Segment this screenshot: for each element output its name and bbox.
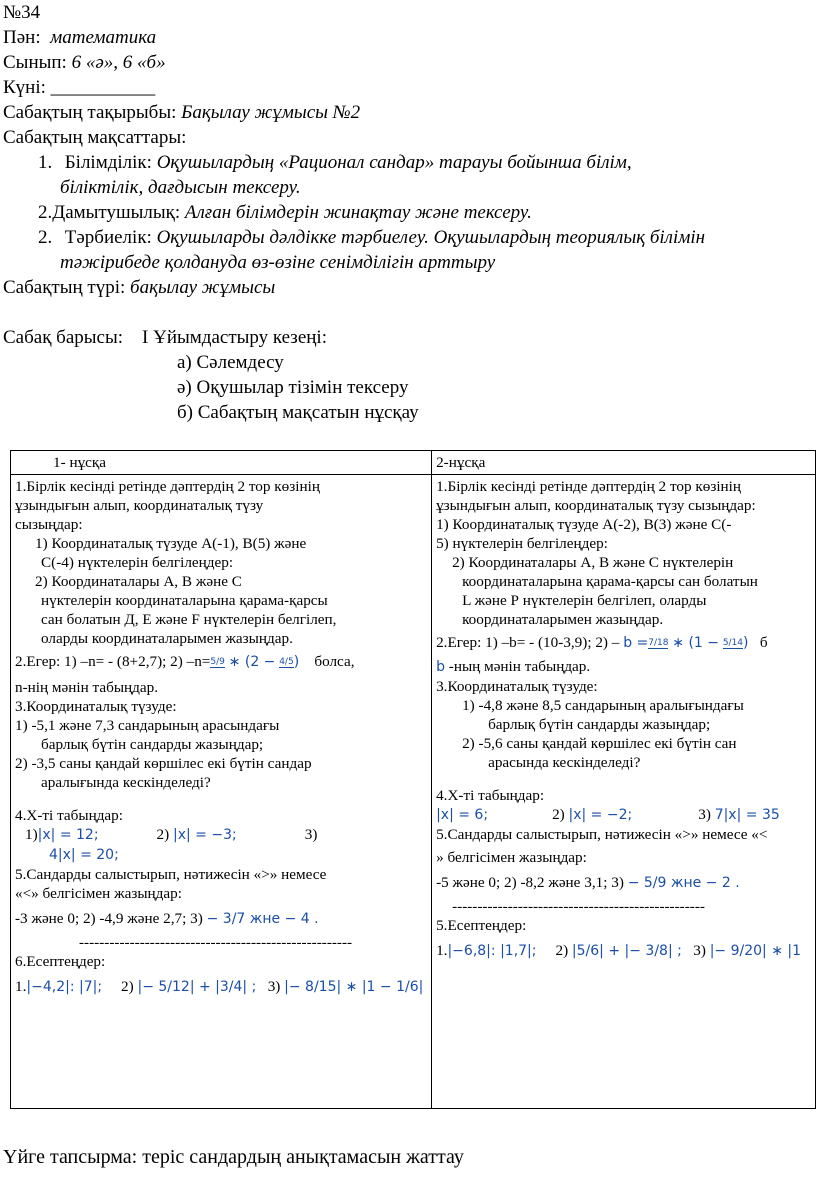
math-expr: |5/6| + |− 3/8| ; xyxy=(571,943,682,959)
step-item: а) Сәлемдесу xyxy=(177,352,284,373)
date-label: Күні: xyxy=(3,77,46,98)
text-line: 2) -3,5 саны қандай көршілес екі бүтін сандар xyxy=(15,755,312,772)
math-expr: |x| = −3; xyxy=(173,827,237,843)
math-expr: ∗ (2 − xyxy=(228,654,276,670)
text-line: 2.Егер: 1) –b= - (10-3,9); 2) – xyxy=(436,634,620,651)
text-line: -------------------------------------------------- xyxy=(452,898,705,915)
text-line: -5 және 0; 2) -8,2 және 3,1; 3) xyxy=(436,874,624,891)
math-expr: ∗ (1 − xyxy=(672,635,720,651)
text-line: 1) -4,8 және 8,5 сандарының аралығындағы xyxy=(462,697,744,714)
text-line: координаталарымен жазыңдар. xyxy=(462,611,664,628)
class-value: 6 «ә», 6 «б» xyxy=(71,52,166,73)
math-expr: − 3/7 жне − 4 . xyxy=(206,911,319,927)
text-line: 4.Х-ті табыңдар: xyxy=(15,807,123,824)
homework: Үйге тапсырма: теріс сандардың анықтамасын жаттау xyxy=(3,1146,464,1168)
text-line: 2) xyxy=(121,978,134,995)
step-item: б) Сабақтың мақсатын нұсқау xyxy=(177,402,419,423)
text-line: 3) xyxy=(267,978,281,995)
text-line: барлық бүтін сандарды жазыңдар; xyxy=(41,736,264,753)
math-expr: 4|x| = 20; xyxy=(49,847,119,863)
text-line: L және Р нүктелерін белгілеп, оларды xyxy=(462,592,707,609)
text-line: 5) нүктелерін белгілеңдер: xyxy=(436,535,608,552)
goal-text: Оқушыларды дәлдікке тәрбиелеу. Оқушылардың теориялық білімін xyxy=(156,227,706,248)
text-line: 1) Координаталық түзуде А(-2), В(3) және С(- xyxy=(436,516,732,533)
math-expr: |− 9/20| ∗ |1 xyxy=(709,943,801,959)
text-line: арасында кескінделеді? xyxy=(488,754,641,771)
text-line: ------------------------------------------------------ xyxy=(79,934,353,951)
text-line: 1. xyxy=(15,978,27,995)
math-expr: ) xyxy=(743,635,749,651)
text-line: » белгісімен жазыңдар: xyxy=(436,849,587,866)
math-expr: |−6,8|: |1,7|; xyxy=(447,943,537,959)
math-expr: b xyxy=(436,659,445,675)
math-expr: |−4,2|: |7|; xyxy=(26,979,103,995)
text-line: 4.Х-ті табыңдар: xyxy=(436,787,545,804)
goal-label: Білімділік: xyxy=(64,152,152,173)
fraction-value: 4/5 xyxy=(279,656,294,667)
text-line: 5.Есептеңдер: xyxy=(436,917,527,934)
text-line: 1.Бірлік кесінді ретінде дәптердің 2 тор көзінің xyxy=(436,478,742,495)
math-expr: |− 8/15| ∗ |1 − 1/6| xyxy=(284,979,424,995)
text-line: барлық бүтін сандарды жазыңдар; xyxy=(488,716,711,733)
text-line: ұзындығын алып, координаталық түзу сызыңдар: xyxy=(436,497,756,514)
text-line: 2) Координаталары А, В және С нүктелерін xyxy=(452,554,734,571)
fraction-value: 5/14 xyxy=(722,637,744,648)
text-line: аралығында кескінделеді? xyxy=(41,774,211,791)
class-label: Сынып: xyxy=(3,52,67,73)
text-line: -3 және 0; 2) -4,9 және 2,7; 3) xyxy=(15,910,203,927)
text-line: 3) xyxy=(304,826,318,843)
text-line: 2) xyxy=(555,942,569,959)
text-line: 3) xyxy=(698,806,711,823)
text-line: n-нің мәнін табыңдар. xyxy=(15,679,159,696)
lesson-number: №34 xyxy=(3,2,41,23)
date-value: ___________ xyxy=(50,77,156,98)
variant2-cell xyxy=(432,475,816,1109)
text-line: 5.Сандарды салыстырып, нәтижесін «>» немесе xyxy=(15,866,327,883)
variant2-title: 2-нұсқа xyxy=(436,454,486,471)
math-expr: |− 5/12| + |3/4| ; xyxy=(137,979,257,995)
text-line: 2) xyxy=(552,806,565,823)
text-line: 1) xyxy=(25,826,38,843)
text-line: 1) Координаталық түзуде А(-1), В(5) және xyxy=(35,535,307,552)
text-line: б xyxy=(759,634,768,651)
type-value: бақылау жұмысы xyxy=(130,277,276,298)
goal-text: Оқушылардың «Рационал сандар» тарауы бойынша білім, xyxy=(156,152,632,173)
goal-text: Алған білімдерін жинақтау және тексеру. xyxy=(184,202,532,223)
goal-text: біліктілік, дағдысын тексеру. xyxy=(60,177,301,198)
fraction-value: 7/18 xyxy=(648,637,669,648)
math-expr: ) xyxy=(293,654,300,670)
variant1-title: 1- нұсқа xyxy=(53,454,107,471)
goal-label: Дамытушылық: xyxy=(52,202,181,223)
text-line: координаталарына қарама-қарсы сан болатын xyxy=(462,573,758,590)
subject-label: Пән: xyxy=(3,27,41,48)
goal-num: 2. xyxy=(38,202,53,223)
text-line: 1.Бірлік кесінді ретінде дәптердің 2 тор көзінің xyxy=(15,478,320,495)
text-line: 5.Сандарды салыстырып, нәтижесін «>» немесе «< xyxy=(436,826,768,843)
topic-value: Бақылау жұмысы №2 xyxy=(181,102,361,123)
math-expr: − 5/9 жне − 2 . xyxy=(627,875,740,891)
goal-text: тәжірибеде қолдануда өз-өзіне сенімділігін арттыру xyxy=(60,252,496,273)
goals-label: Сабақтың мақсаттары: xyxy=(3,127,187,148)
fraction-value: 5/9 xyxy=(210,656,225,667)
variant1-title-cell xyxy=(11,451,432,475)
text-line: 2) Координаталары А, В және С xyxy=(35,573,242,590)
text-line: 3.Координаталық түзуде: xyxy=(436,678,598,695)
subject-value: математика xyxy=(50,27,157,48)
text-line: 2) -5,6 саны қандай көршілес екі бүтін сан xyxy=(462,735,737,752)
fraction xyxy=(648,639,668,649)
text-line: болса, xyxy=(314,653,355,670)
stage-label: І Ұйымдастыру кезеңі: xyxy=(142,327,327,348)
goal-num: 1. xyxy=(38,152,53,173)
type-label: Сабақтың түрі: xyxy=(3,277,126,298)
text-line: 1) -5,1 және 7,3 сандарының арасындағы xyxy=(15,717,280,734)
math-expr: |x| = 6; xyxy=(436,807,489,823)
math-expr: |x| = −2; xyxy=(568,807,633,823)
text-line: 3) xyxy=(693,942,706,959)
math-expr: b = xyxy=(623,635,649,651)
goal-label: Тәрбиелік: xyxy=(64,227,152,248)
variant1-cell xyxy=(11,475,432,1109)
text-line: нүктелерін координаталарына қарама-қарсы xyxy=(41,592,328,609)
text-line: 1. xyxy=(436,942,448,959)
text-line: -ның мәнін табыңдар. xyxy=(448,658,591,675)
text-line: 6.Есептеңдер: xyxy=(15,953,106,970)
fraction xyxy=(723,639,743,649)
goal-num: 2. xyxy=(38,227,53,248)
text-line: С(-4) нүктелерін белгілеңдер: xyxy=(41,554,234,571)
text-line: 2.Егер: 1) –n= - (8+2,7); 2) –n= xyxy=(15,653,211,670)
progress-label: Сабақ барысы: xyxy=(3,327,124,348)
text-line: оларды координаталарымен жазыңдар. xyxy=(41,630,293,647)
fraction xyxy=(279,658,293,668)
text-line: ұзындығын алып, координаталық түзу xyxy=(15,497,264,514)
step-item: ә) Оқушылар тізімін тексеру xyxy=(177,377,409,398)
text-line: «<» белгісімен жазыңдар: xyxy=(15,885,182,902)
text-line: 3.Координаталық түзуде: xyxy=(15,698,177,715)
topic-label: Сабақтың тақырыбы: xyxy=(3,102,177,123)
text-line: 2) xyxy=(156,826,170,843)
text-line: сызыңдар: xyxy=(15,516,83,533)
math-expr: |x| = 12; xyxy=(37,827,99,843)
lesson-header xyxy=(3,0,705,425)
text-line: сан болатын Д, Е және F нүктелерін белгілеп, xyxy=(41,611,337,628)
math-expr: 7|x| = 35 xyxy=(714,807,780,823)
variant2-title-cell xyxy=(432,451,816,475)
fraction xyxy=(210,658,224,668)
variants-table xyxy=(10,450,816,1109)
